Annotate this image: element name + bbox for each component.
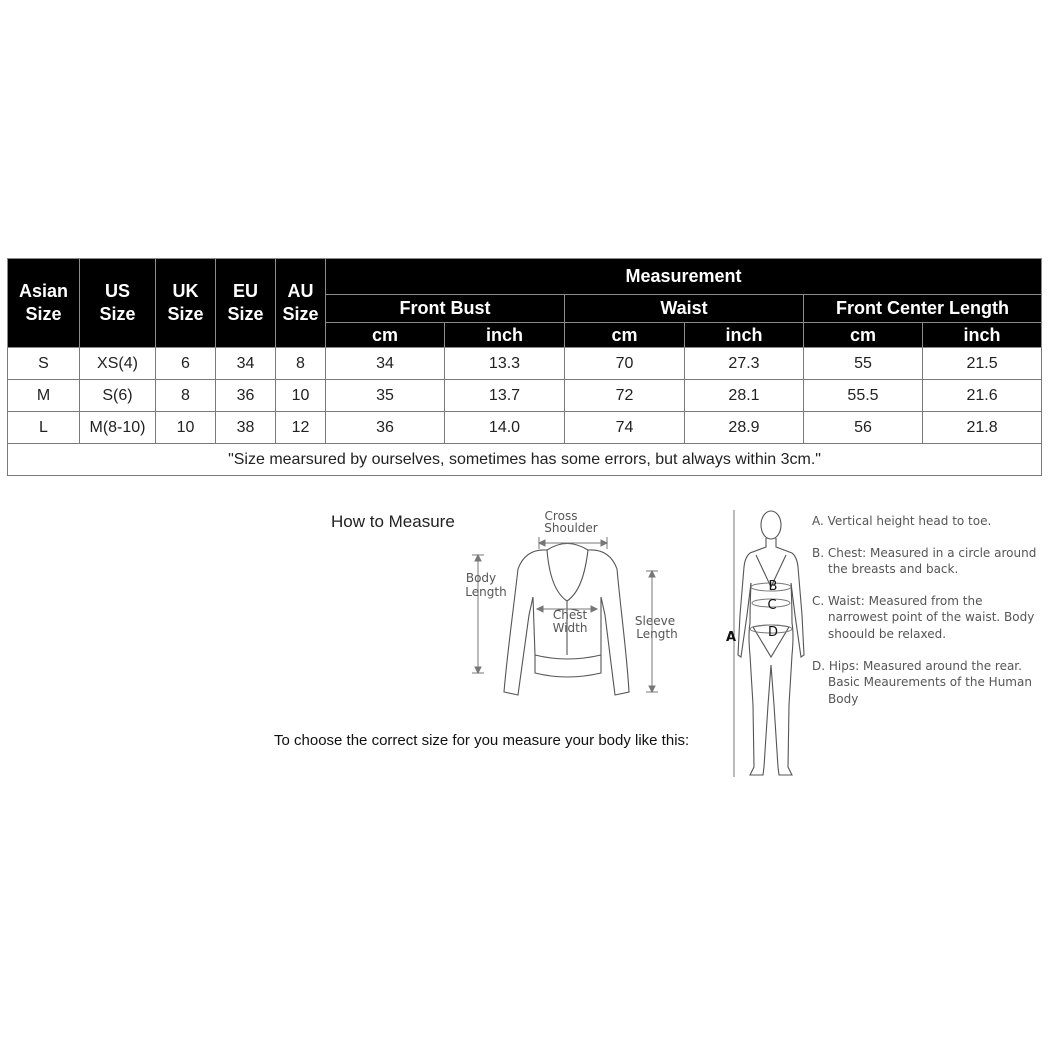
table-cell: 34 bbox=[216, 348, 276, 380]
header-uk-size: UK Size bbox=[156, 259, 216, 348]
marker-b: B bbox=[768, 579, 778, 594]
table-cell: S(6) bbox=[80, 380, 156, 412]
table-cell: 27.3 bbox=[685, 348, 804, 380]
header-asian-size: Asian Size bbox=[8, 259, 80, 348]
table-cell: S bbox=[8, 348, 80, 380]
table-row bbox=[8, 380, 1042, 412]
chest-width-label: Width bbox=[552, 621, 588, 635]
size-chart-table bbox=[7, 258, 1042, 476]
table-cell: 10 bbox=[156, 412, 216, 444]
chest-width-label: Chest bbox=[552, 608, 588, 622]
note-height: A. Vertical height head to toe. bbox=[812, 514, 992, 528]
table-cell: 72 bbox=[565, 380, 685, 412]
table-cell: XS(4) bbox=[80, 348, 156, 380]
table-cell: 55 bbox=[804, 348, 923, 380]
body-length-label: Body bbox=[465, 571, 497, 585]
table-cell: 38 bbox=[216, 412, 276, 444]
body-diagram bbox=[720, 505, 810, 785]
table-cell: 21.5 bbox=[923, 348, 1042, 380]
note-chest: B. Chest: Measured in a circle around the breasts and back. bbox=[812, 545, 1037, 577]
table-cell: L bbox=[8, 412, 80, 444]
sleeve-length-label: Sleeve bbox=[634, 614, 676, 628]
unit-inch: inch bbox=[685, 323, 804, 348]
cross-shoulder-label: Cross bbox=[544, 509, 578, 523]
human-figure bbox=[738, 511, 804, 775]
table-cell: M(8-10) bbox=[80, 412, 156, 444]
sleeve-length-label: Length bbox=[636, 627, 678, 641]
table-cell: 6 bbox=[156, 348, 216, 380]
cross-shoulder-label: Shoulder bbox=[544, 521, 598, 535]
unit-inch: inch bbox=[445, 323, 565, 348]
table-cell: 21.8 bbox=[923, 412, 1042, 444]
table-cell: 36 bbox=[216, 380, 276, 412]
unit-cm: cm bbox=[565, 323, 685, 348]
garment-diagram bbox=[455, 505, 695, 700]
table-cell: M bbox=[8, 380, 80, 412]
header-front-center-length: Front Center Length bbox=[804, 295, 1042, 323]
marker-d: D bbox=[767, 625, 779, 640]
table-cell: 55.5 bbox=[804, 380, 923, 412]
table-cell: 13.7 bbox=[445, 380, 565, 412]
header-waist: Waist bbox=[565, 295, 804, 323]
size-note: "Size mearsured by ourselves, sometimes has some errors, but always within 3cm." bbox=[8, 444, 1042, 476]
table-cell: 10 bbox=[276, 380, 326, 412]
marker-a: A bbox=[725, 630, 737, 645]
body-length-label: Length bbox=[465, 585, 507, 599]
table-cell: 34 bbox=[326, 348, 445, 380]
table-row bbox=[8, 348, 1042, 380]
table-cell: 35 bbox=[326, 380, 445, 412]
table-cell: 12 bbox=[276, 412, 326, 444]
marker-c: C bbox=[767, 598, 777, 613]
measure-instruction: To choose the correct size for you measure your body like this: bbox=[274, 732, 690, 749]
unit-cm: cm bbox=[326, 323, 445, 348]
header-measurement: Measurement bbox=[326, 259, 1042, 295]
table-cell: 28.1 bbox=[685, 380, 804, 412]
table-cell: 70 bbox=[565, 348, 685, 380]
table-cell: 8 bbox=[276, 348, 326, 380]
table-cell: 14.0 bbox=[445, 412, 565, 444]
table-cell: 8 bbox=[156, 380, 216, 412]
header-front-bust: Front Bust bbox=[326, 295, 565, 323]
header-au-size: AU Size bbox=[276, 259, 326, 348]
table-cell: 56 bbox=[804, 412, 923, 444]
header-eu-size: EU Size bbox=[216, 259, 276, 348]
how-to-measure-title: How to Measure bbox=[331, 512, 455, 531]
unit-inch: inch bbox=[923, 323, 1042, 348]
table-cell: 36 bbox=[326, 412, 445, 444]
table-cell: 28.9 bbox=[685, 412, 804, 444]
table-row bbox=[8, 412, 1042, 444]
measurement-notes bbox=[812, 513, 1044, 722]
unit-cm: cm bbox=[804, 323, 923, 348]
note-waist: C. Waist: Measured from the narrowest point of the waist. Body shoould be relaxed. bbox=[812, 593, 1035, 641]
header-us-size: US Size bbox=[80, 259, 156, 348]
table-cell: 74 bbox=[565, 412, 685, 444]
table-cell: 21.6 bbox=[923, 380, 1042, 412]
note-hips: D. Hips: Measured around the rear. Basic Meaurements of the Human Body bbox=[812, 658, 1032, 706]
table-cell: 13.3 bbox=[445, 348, 565, 380]
